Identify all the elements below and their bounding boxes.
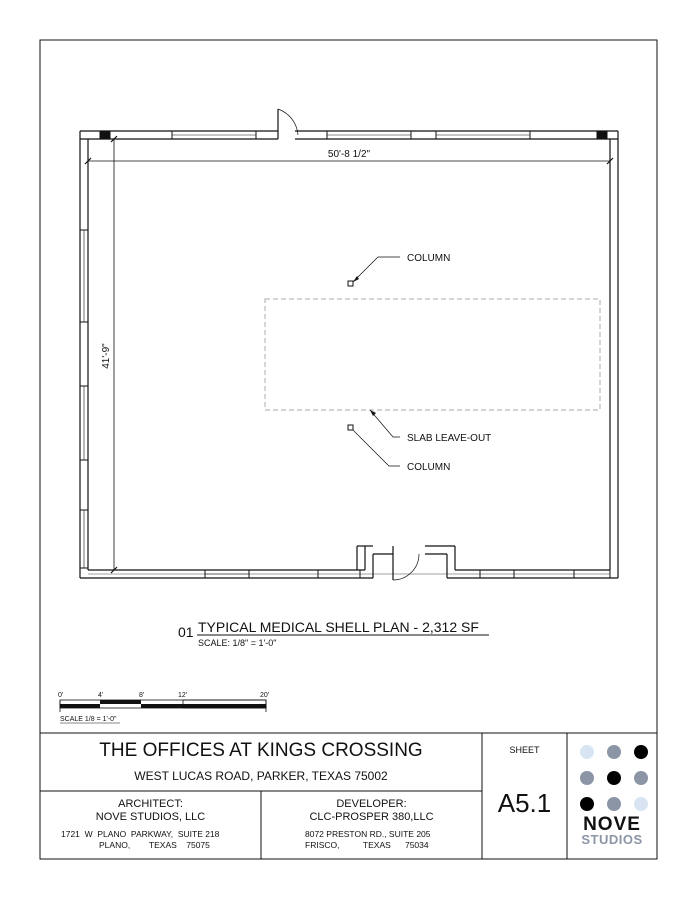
column-bottom: [348, 425, 353, 430]
logo-dot: [634, 771, 648, 785]
column-top: [348, 281, 353, 286]
scale-tick-20: 20': [260, 692, 270, 699]
slab-leave-out-outline: [265, 299, 600, 410]
logo-dot: [607, 797, 621, 811]
slab-leave-out-label: SLAB LEAVE-OUT: [407, 433, 492, 444]
developer-name: CLC-PROSPER 380,LLC: [309, 811, 434, 823]
developer-address-line2: FRISCO, TEXAS 75034: [305, 840, 429, 850]
logo-wordmark-nove: NOVE: [583, 814, 641, 835]
drawing-number: 01: [178, 624, 194, 640]
logo-dot: [580, 797, 594, 811]
logo-wordmark-studios: STUDIOS: [581, 832, 643, 847]
right-wall: [610, 131, 618, 578]
bottom-wall: [80, 546, 618, 578]
leader-column-top: [353, 257, 400, 282]
bottom-door: [393, 554, 419, 580]
logo-dot: [580, 771, 594, 785]
scale-tick-8: 8': [139, 692, 145, 699]
developer-heading: DEVELOPER:: [336, 798, 407, 810]
scale-bar-caption: SCALE 1/8 = 1'-0": [60, 716, 117, 723]
architect-name: NOVE STUDIOS, LLC: [95, 811, 206, 823]
floor-plan: [80, 109, 618, 580]
top-door: [278, 109, 298, 139]
width-dimension: 50'-8 1/2": [327, 149, 371, 160]
scale-bar: [60, 700, 266, 712]
scale-tick-0: 0': [58, 692, 64, 699]
sheet-label: SHEET: [509, 745, 540, 755]
column-label-top: COLUMN: [407, 253, 451, 264]
architect-address-line1: 1721 W PLANO PARKWAY, SUITE 218: [61, 829, 220, 839]
sheet-border: [40, 40, 657, 859]
left-wall: [80, 131, 88, 578]
leader-column-bottom: [353, 430, 400, 466]
logo-dot: [634, 745, 648, 759]
architect-address-line2: PLANO, TEXAS 75075: [99, 840, 210, 850]
column-label-bottom: COLUMN: [407, 462, 451, 473]
developer-address-line1: 8072 PRESTON RD., SUITE 205: [305, 829, 431, 839]
depth-dimension: 41'-9": [101, 343, 112, 369]
project-name: THE OFFICES AT KINGS CROSSING: [99, 740, 423, 761]
logo-dot: [607, 745, 621, 759]
sheet-number: A5.1: [497, 788, 552, 818]
nove-studios-logo-mark: [580, 745, 648, 811]
drawing-title: TYPICAL MEDICAL SHELL PLAN - 2,312 SF: [198, 619, 479, 635]
logo-dot: [634, 797, 648, 811]
logo-dot: [580, 745, 594, 759]
architect-heading: ARCHITECT:: [118, 798, 183, 810]
top-wall: [80, 131, 618, 139]
drawing-scale: SCALE: 1/8" = 1'-0": [198, 638, 277, 648]
logo-dot: [607, 771, 621, 785]
project-address: WEST LUCAS ROAD, PARKER, TEXAS 75002: [134, 769, 388, 783]
scale-tick-12: 12': [178, 692, 188, 699]
scale-tick-4: 4': [98, 692, 104, 699]
leader-slab: [370, 410, 400, 437]
